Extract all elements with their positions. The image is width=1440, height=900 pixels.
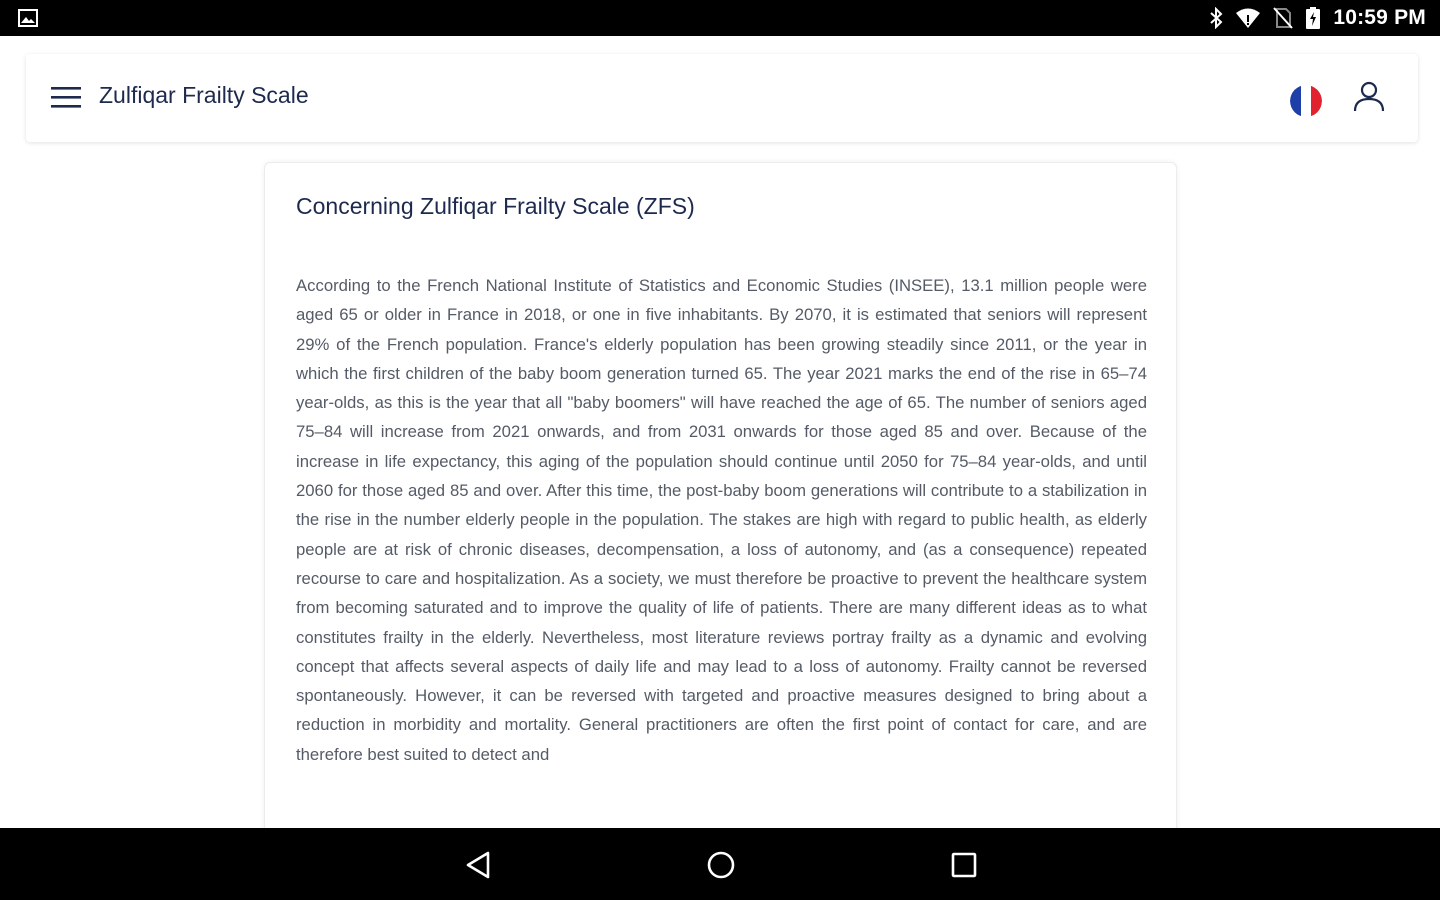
bluetooth-icon bbox=[1209, 7, 1223, 29]
wifi-icon bbox=[1235, 7, 1261, 29]
home-icon[interactable] bbox=[704, 848, 738, 882]
article-title: Concerning Zulfiqar Frailty Scale (ZFS) bbox=[296, 193, 695, 219]
navigation-bar bbox=[0, 828, 1440, 900]
status-bar bbox=[0, 0, 1440, 36]
user-icon[interactable] bbox=[1352, 80, 1386, 114]
status-icons bbox=[1209, 0, 1426, 36]
battery-icon bbox=[1305, 6, 1321, 30]
article-body: According to the French National Institute of Statistics and Economic Studies (INSEE), 13.1 million people were aged 65 or older in France in 2018, or one in five inhabitants. By 2070, it is estimated that seniors will represent 29% of the French population. France's elderly population has been growing steadily since 2011, or the year in which the first children of the baby boom generation turned 65. The year 2021 marks the end of the rise in 65–74 year-olds, as this is the year that all "baby boomers" will have reached the age of 65. The number of seniors aged 75–84 will increase from 2021 onwards, and from 2031 onwards for those aged 85 and over. Because of the increase in life expectancy, this aging of the population should continue until 2050 for 75–84 year-olds, and until 2060 for those aged 85 and over. After this time, the post-baby boom generations will contribute to a stabilization in the rise in the number elderly people in the population. The stakes are high with regard to public health, as elderly people are at risk of chronic diseases, decompensation, a loss of autonomy, and (as a consequence) repeated recourse to care and hospitalization. As a society, we must therefore be proactive to prevent the healthcare system from becoming saturated and to improve the quality of life of patients. There are many different ideas as to what constitutes frailty in the elderly. Nevertheless, most literature reviews portray frailty as a dynamic and evolving concept that affects several aspects of daily life and may lead to a loss of autonomy. Frailty cannot be reversed spontaneously. However, it can be reversed with targeted and proactive measures designed to bring about a reduction in morbidity and mortality. General practitioners are often the first point of contact for care, and are therefore best suited to detect and bbox=[296, 276, 1147, 764]
hamburger-menu-icon[interactable] bbox=[50, 84, 82, 112]
image-notification-icon bbox=[18, 9, 38, 27]
france-flag-icon[interactable] bbox=[1290, 85, 1322, 117]
no-sim-icon bbox=[1273, 7, 1293, 29]
back-icon[interactable] bbox=[462, 848, 496, 882]
status-time: 10:59 PM bbox=[1333, 6, 1426, 29]
app-bar bbox=[26, 54, 1418, 142]
app-title: Zulfiqar Frailty Scale bbox=[99, 82, 309, 108]
article-card bbox=[264, 162, 1177, 862]
recent-apps-icon[interactable] bbox=[947, 848, 981, 882]
